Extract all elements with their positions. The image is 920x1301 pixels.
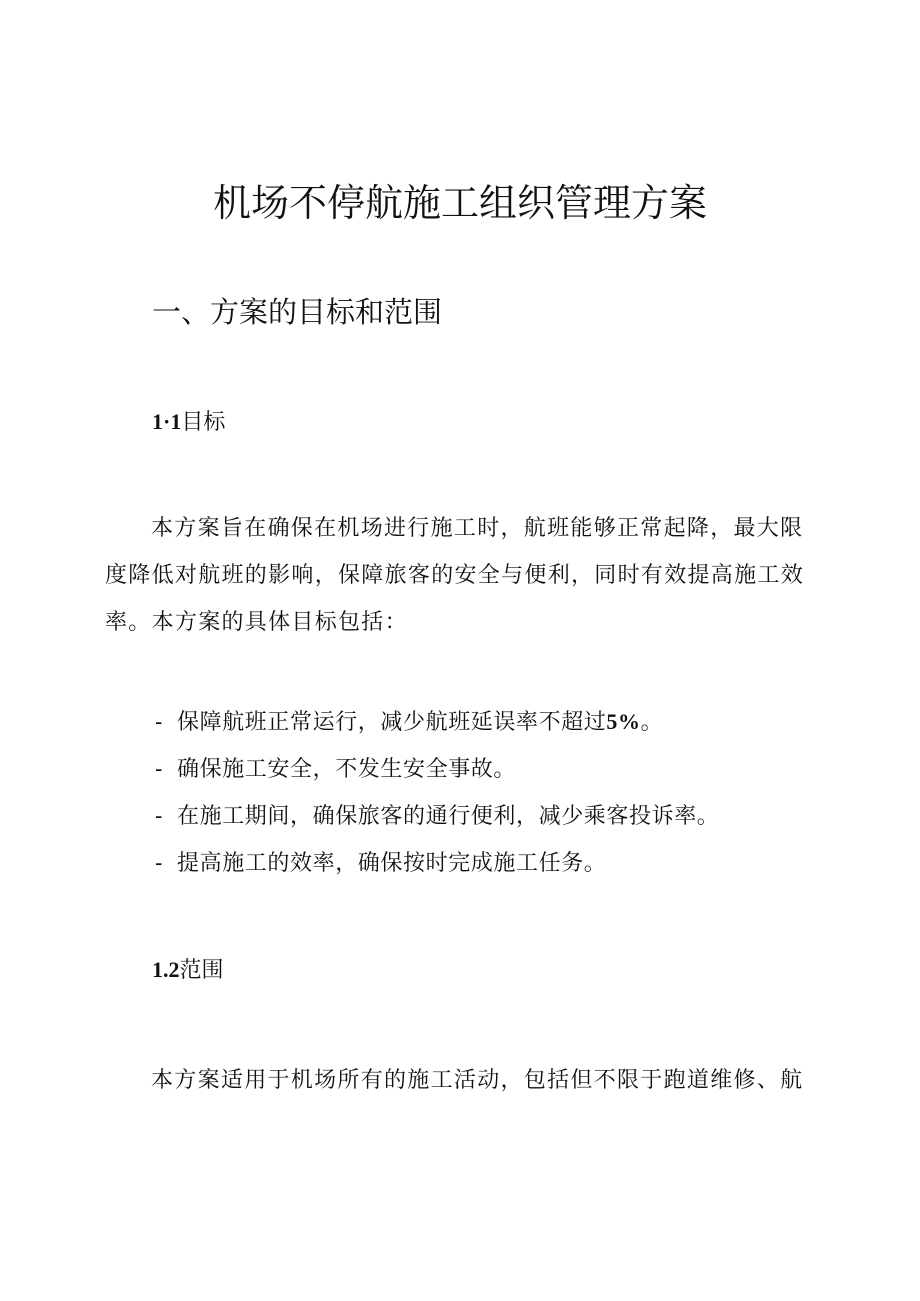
subsection-heading-scope — [152, 955, 224, 986]
delay-rate-value: 5% — [606, 709, 641, 734]
list-dash: - — [155, 804, 164, 829]
list-item-text: 在施工期间，确保旅客的通行便利，减少乘客投诉率。 — [177, 804, 720, 829]
list-item — [155, 698, 719, 746]
goal-paragraph: 本方案旨在确保在机场进行施工时，航班能够正常起降，最大限度降低对航班的影响，保障旅客的安全与便利，同时有效提高施工效率。本方案的具体目标包括： — [105, 516, 805, 635]
document-title: 机场不停航施工组织管理方案 — [212, 181, 707, 225]
goal-list — [155, 698, 719, 887]
subsection-number: 1·1 — [152, 409, 182, 434]
scope-paragraph: 本方案适用于机场所有的施工活动，包括但不限于跑道维修、航 — [151, 1068, 804, 1093]
list-item-text: 确保施工安全，不发生安全事故。 — [177, 757, 517, 782]
subsection-heading-goal — [152, 407, 225, 438]
list-item-text: 提高施工的效率，确保按时完成施工任务。 — [177, 851, 607, 876]
list-dash: - — [155, 710, 164, 735]
list-item — [155, 746, 719, 793]
list-item — [155, 840, 719, 887]
list-item — [155, 793, 719, 840]
subsection-label: 目标 — [181, 410, 226, 435]
list-dash: - — [155, 851, 164, 876]
list-item-text: 保障航班正常运行，减少航班延误率不超过 — [177, 710, 607, 735]
section-heading: 一、方案的目标和范围 — [152, 295, 443, 329]
subsection-number: 1.2 — [152, 957, 180, 982]
subsection-label: 范围 — [179, 958, 224, 983]
list-dash: - — [155, 757, 164, 782]
list-item-tail: 。 — [640, 710, 664, 735]
